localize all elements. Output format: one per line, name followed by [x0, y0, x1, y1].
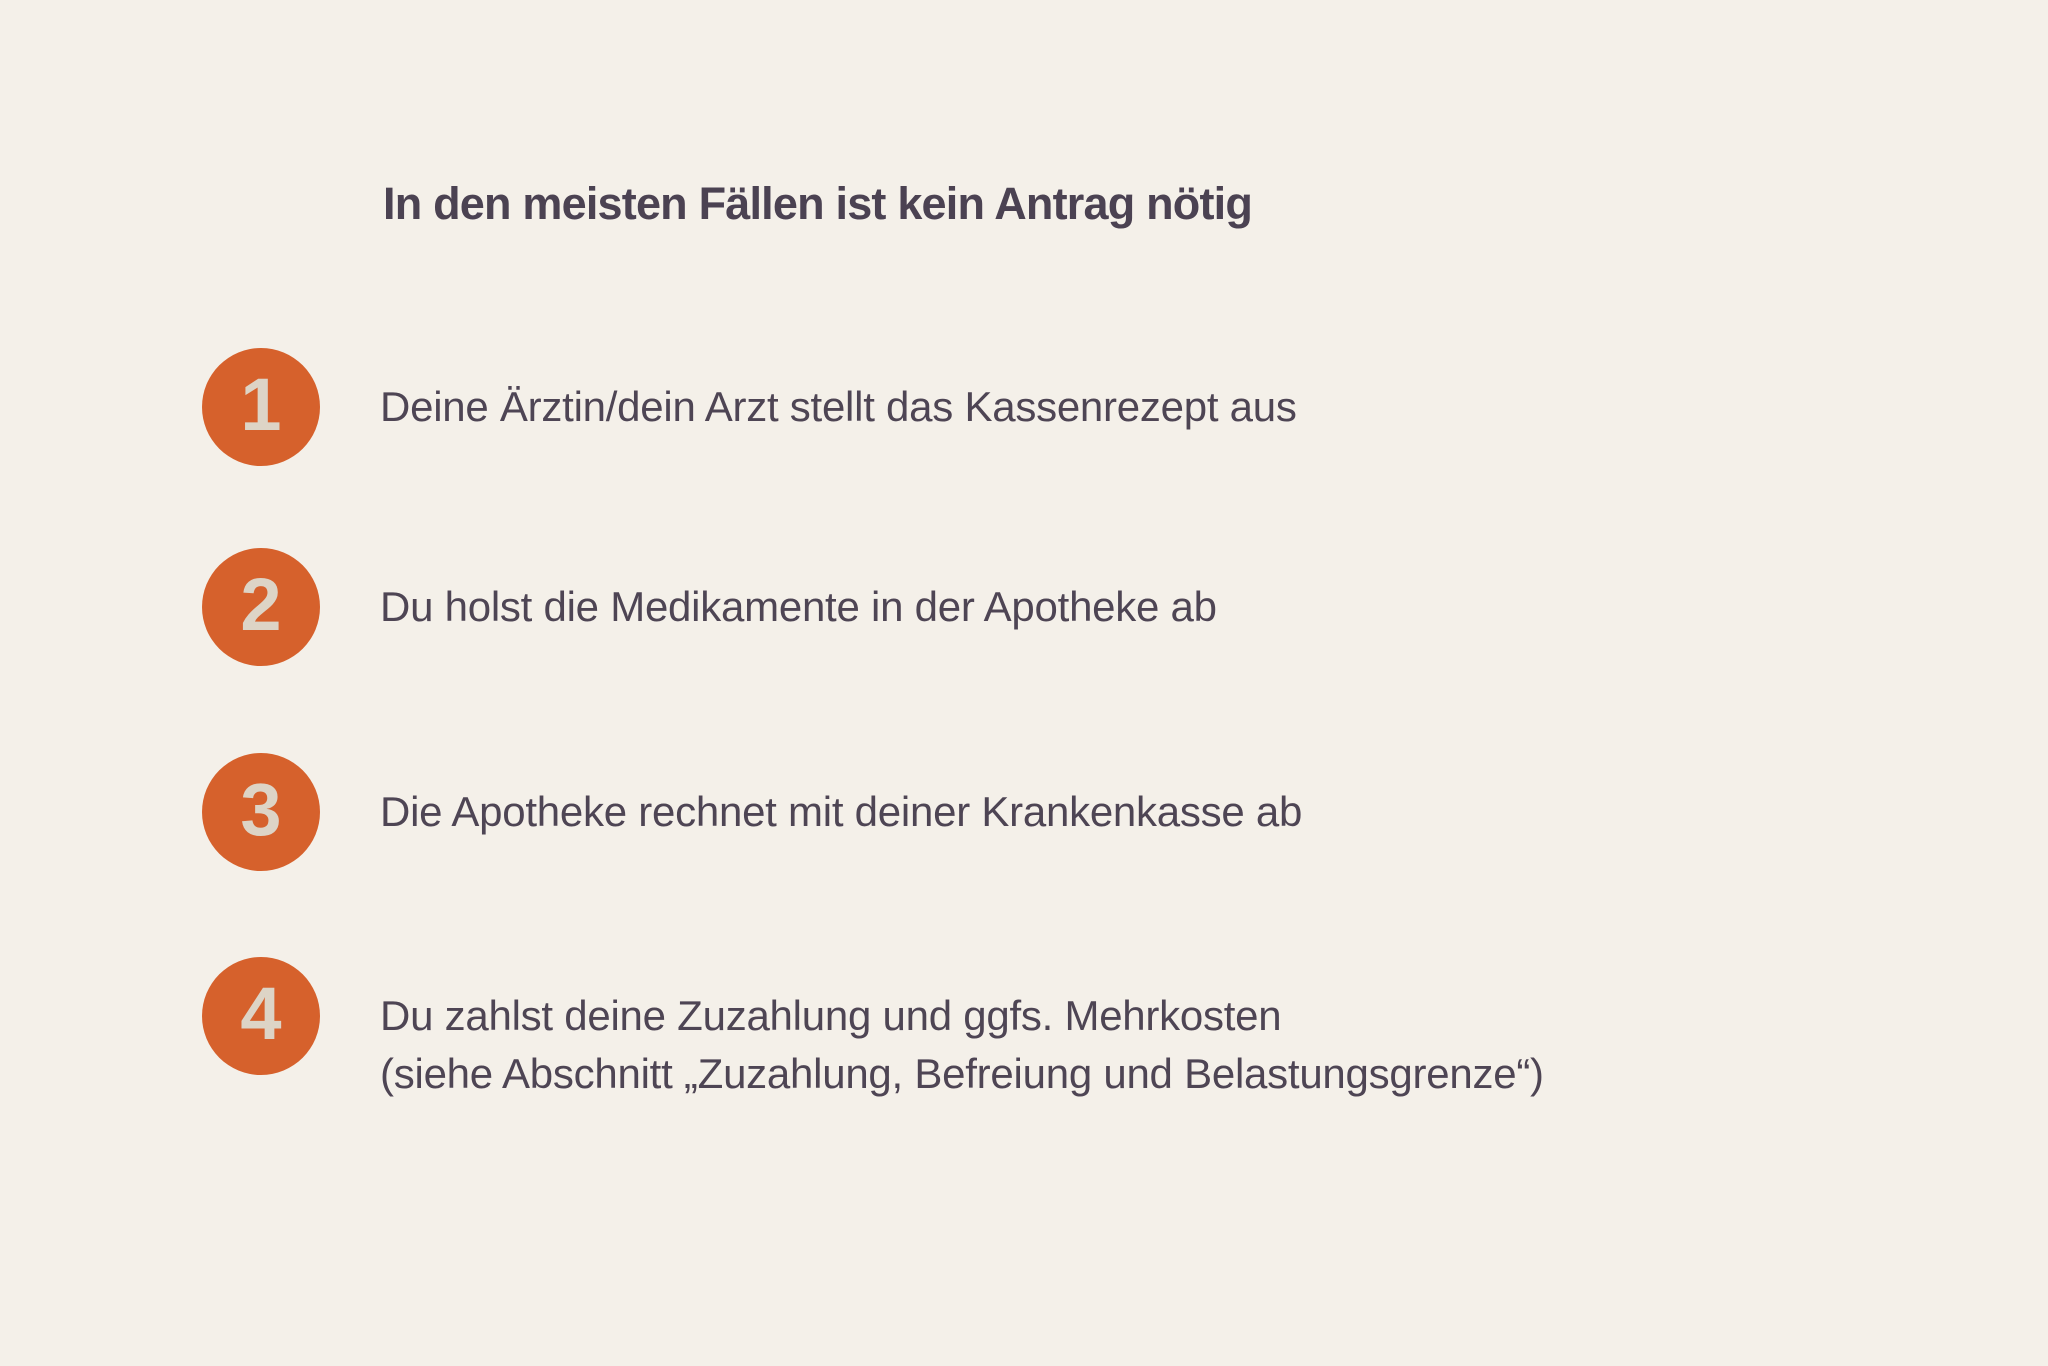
- step-row-4: [202, 957, 1544, 1103]
- step-4-number-badge: [202, 957, 320, 1075]
- step-1-text: [380, 378, 1297, 436]
- step-2-number: 2: [240, 563, 282, 646]
- step-4-number: 4: [240, 972, 282, 1055]
- page-title: In den meisten Fällen ist kein Antrag nötig: [383, 178, 1253, 229]
- step-4-text-line-1: Du zahlst deine Zuzahlung und ggfs. Mehrkosten: [380, 992, 1282, 1039]
- step-2-text: [380, 578, 1217, 636]
- step-4-text-line-2: (siehe Abschnitt „Zuzahlung, Befreiung und Belastungsgrenze“): [380, 1050, 1544, 1097]
- step-3-text: [380, 783, 1302, 841]
- step-row-3: [202, 753, 1302, 871]
- step-3-number: 3: [240, 768, 282, 851]
- step-3-number-badge: [202, 753, 320, 871]
- step-1-text-line-1: Deine Ärztin/dein Arzt stellt das Kassenrezept aus: [380, 383, 1297, 430]
- step-3-text-line-1: Die Apotheke rechnet mit deiner Krankenkasse ab: [380, 788, 1303, 835]
- step-2-number-badge: [202, 548, 320, 666]
- step-1-number: 1: [240, 363, 282, 446]
- step-2-text-line-1: Du holst die Medikamente in der Apotheke ab: [380, 583, 1217, 630]
- step-row-1: [202, 348, 1297, 466]
- step-1-number-badge: [202, 348, 320, 466]
- step-row-2: [202, 548, 1217, 666]
- step-4-text: [380, 987, 1544, 1103]
